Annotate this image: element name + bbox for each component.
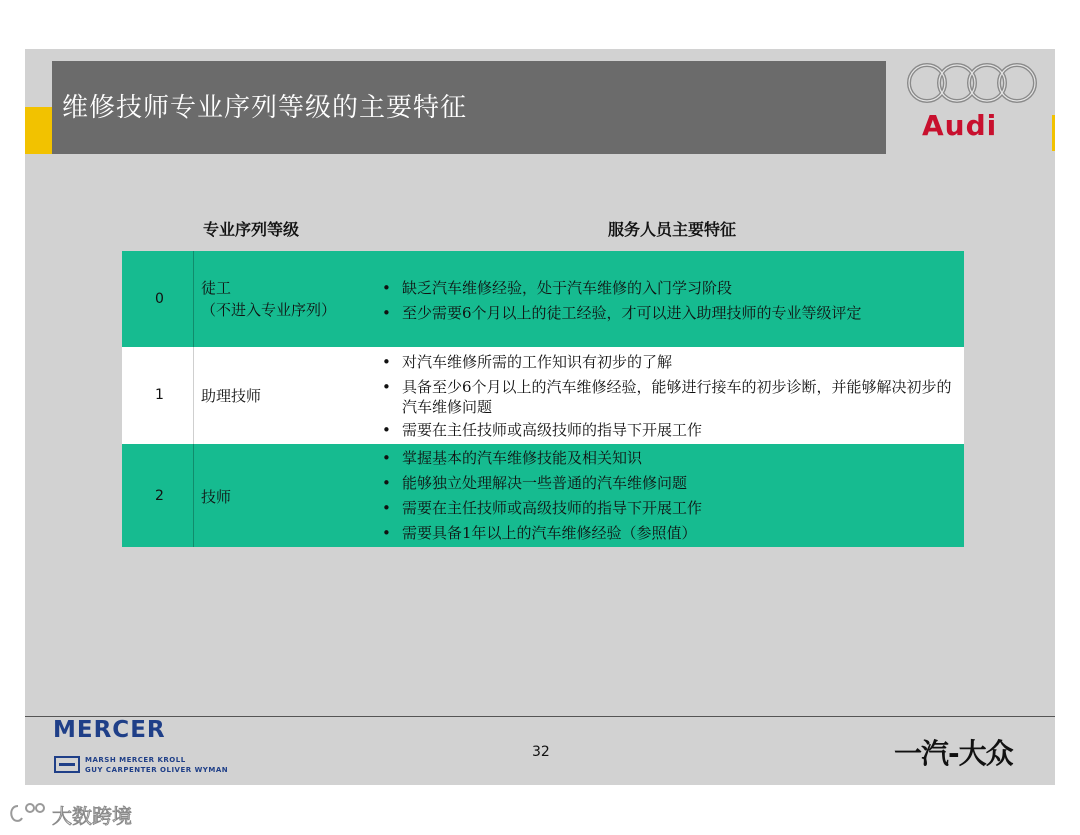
level-number: 0 xyxy=(155,291,164,307)
list-item: • 对汽车维修所需的工作知识有初步的了解 xyxy=(382,353,673,371)
list-item: • 至少需要6个月以上的徒工经验，才可以进入助理技师的专业等级评定 xyxy=(382,304,862,322)
column-divider xyxy=(193,347,194,444)
mercer-logo: MERCER xyxy=(53,717,166,743)
mmc-companies-line1: MARSH MERCER KROLL xyxy=(85,756,186,764)
column-divider xyxy=(193,444,194,547)
audi-rings-logo xyxy=(905,59,1041,107)
list-item: • 能够独立处理解决一些普通的汽车维修问题 xyxy=(382,474,688,492)
title-accent-bar xyxy=(25,107,52,154)
level-name-line2: （不进入专业序列） xyxy=(201,301,337,319)
page-number: 32 xyxy=(532,744,550,760)
column-header-features: 服务人员主要特征 xyxy=(608,220,737,239)
column-divider xyxy=(193,251,194,347)
level-number: 2 xyxy=(155,488,164,504)
watermark-icon xyxy=(8,800,50,826)
level-name-line1: 徒工 xyxy=(201,279,232,297)
mmc-icon xyxy=(54,756,80,773)
footer-divider xyxy=(25,716,1055,717)
list-item: • 缺乏汽车维修经验，处于汽车维修的入门学习阶段 xyxy=(382,279,733,297)
list-item: • 具备至少6个月以上的汽车维修经验，能够进行接车的初步诊断，并能够解决初步的汽车维修问题 xyxy=(382,378,952,416)
title-accent-bar-right xyxy=(1052,115,1055,151)
faw-vw-logo: 一汽-大众 xyxy=(894,737,1013,770)
watermark-text: 大数跨境 xyxy=(52,804,132,828)
level-number: 1 xyxy=(155,387,164,403)
feature-list xyxy=(380,278,952,328)
level-name xyxy=(201,277,336,321)
table-row xyxy=(122,251,964,347)
feature-list xyxy=(380,448,952,548)
list-item: • 需要具备1年以上的汽车维修经验（参照值） xyxy=(382,524,697,542)
table-row xyxy=(122,444,964,547)
list-item: • 需要在主任技师或高级技师的指导下开展工作 xyxy=(382,499,703,517)
mmc-companies-line2: GUY CARPENTER OLIVER WYMAN xyxy=(85,766,229,774)
slide-title: 维修技师专业序列等级的主要特征 xyxy=(62,93,468,123)
level-name: 助理技师 xyxy=(201,387,262,405)
title-bar xyxy=(52,61,886,154)
column-header-level: 专业序列等级 xyxy=(203,220,300,239)
feature-list xyxy=(380,352,952,445)
level-table xyxy=(122,251,964,547)
list-item: • 掌握基本的汽车维修技能及相关知识 xyxy=(382,449,643,467)
slide xyxy=(25,49,1055,785)
audi-wordmark: Audi xyxy=(922,109,998,142)
list-item: • 需要在主任技师或高级技师的指导下开展工作 xyxy=(382,421,703,439)
level-name: 技师 xyxy=(201,488,232,506)
table-row xyxy=(122,347,964,444)
